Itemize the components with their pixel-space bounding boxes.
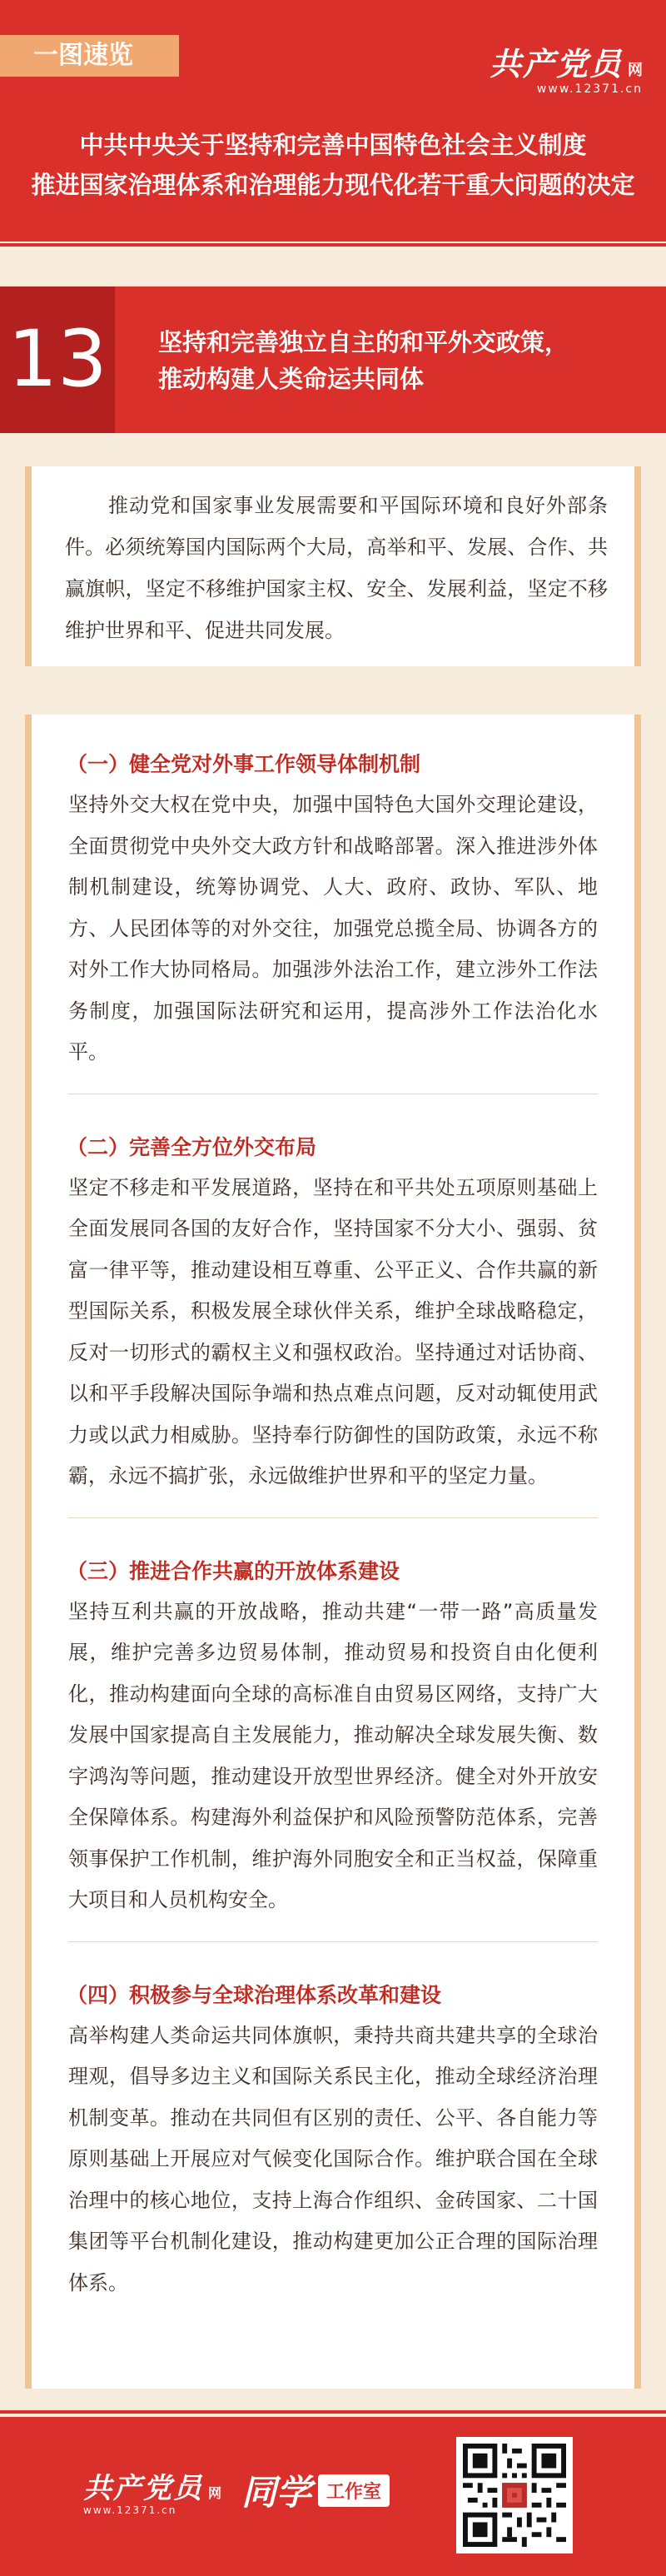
subsection-body: 坚持互利共赢的开放战略，推动共建“一带一路”高质量发展，维护完善多边贸易体制，推动贸易和投资自由化便利化，推动构建面向全球的高标准自由贸易区网络，支持广大发展中国家提高自主发展能力，推动解决全球发展失衡、数字鸿沟等问题，推动建设开放型世界经济。健全对外开放安全保障体系。构建海外利益保护和风险预警防范体系，完善领事保护工作机制，维护海外同胞安全和正当权益，保障重大项目和人员机构安全。 (68, 1599, 598, 1911)
logo-net: 网 (628, 62, 643, 79)
subsection-4 (68, 1979, 598, 2324)
footer-logo-net: 网 (208, 2485, 222, 2501)
site-logo[interactable] (490, 38, 643, 96)
logo-text: 共产党员 (489, 45, 623, 82)
studio-logo[interactable] (241, 2465, 390, 2515)
subsection-body: 高举构建人类命运共同体旗帜，秉持共商共建共享的全球治理观，倡导多边主义和国际关系民主化，推动全球经济治理机制变革。推动在共同但有区别的责任、公平、各自能力等原则基础上开展应对气候变化国际合作。维护联合国在全球治理中的核心地位，支持上海合作组织、金砖国家、二十国集团等平台机制化建设，推动构建更加公正合理的国际治理体系。 (68, 2023, 598, 2294)
subsection-1 (68, 748, 598, 1094)
document-title (0, 125, 666, 205)
intro-text: 推动党和国家事业发展需要和平国际环境和良好外部条件。必须统筹国内国际两个大局，高举和平、发展、合作、共赢旗帜，坚定不移维护国家主权、安全、发展利益，坚定不移维护世界和平、促进共同发展。 (65, 494, 608, 642)
studio-label: 工作室 (318, 2474, 390, 2507)
footer-logo[interactable] (83, 2465, 221, 2516)
title-line-2: 推进国家治理体系和治理能力现代化若干重大问题的决定 (31, 171, 635, 199)
header (0, 0, 666, 242)
overview-tag: 一图速览 (0, 35, 179, 77)
footer-logo-text: 共产党员 (83, 2472, 203, 2505)
intro-card (25, 466, 641, 666)
subsection-heading: （三）推进合作共赢的开放体系建设 (67, 1558, 400, 1583)
section-number: 13 (0, 286, 115, 433)
subsection-body: 坚定不移走和平发展道路，坚持在和平共处五项原则基础上全面发展同各国的友好合作，坚持国家不分大小、强弱、贫富一律平等，推动建设相互尊重、公平正义、合作共赢的新型国际关系，积极发展全球伙伴关系，维护全球战略稳定，反对一切形式的霸权主义和强权政治。坚持通过对话协商、以和平手段解决国际争端和热点难点问题，反对动辄使用武力或以武力相威胁。坚持奉行防御性的国防政策，永远不称霸，永远不搞扩张，永远做维护世界和平的坚定力量。 (68, 1175, 598, 1487)
subsection-heading: （四）积极参与全球治理体系改革和建设 (67, 1982, 442, 2007)
section-title-line-2: 推动构建人类命运共同体 (158, 365, 425, 393)
subsection-2 (68, 1131, 598, 1518)
footer (0, 2417, 666, 2576)
section-banner (0, 286, 666, 433)
content-card (25, 715, 641, 2389)
section-title (158, 324, 569, 397)
subsection-body: 坚持外交大权在党中央，加强中国特色大国外交理论建设，全面贯彻党中央外交大政方针和战略部署。深入推进涉外体制机制建设，统筹协调党、人大、政府、政协、军队、地方、人民团体等的对外交往，加强党总揽全局、协调各方的对外工作大协同格局。加强涉外法治工作，建立涉外工作法务制度，加强国际法研究和运用，提高涉外工作法治化水平。 (68, 793, 598, 1064)
logo-url: www.12371.cn (536, 82, 643, 96)
qr-code-graphic (463, 2444, 566, 2547)
subsection-heading: （二）完善全方位外交布局 (67, 1134, 317, 1159)
studio-name: 同学 (241, 2472, 312, 2513)
section-title-line-1: 坚持和完善独立自主的和平外交政策， (158, 328, 569, 356)
subsection-heading: （一）健全党对外事工作领导体制机制 (67, 752, 421, 776)
title-line-1: 中共中央关于坚持和完善中国特色社会主义制度 (79, 131, 587, 159)
header-divider (0, 243, 666, 247)
footer-logo-url: www.12371.cn (83, 2504, 177, 2516)
qr-code-icon[interactable] (456, 2437, 573, 2554)
subsection-3 (68, 1555, 598, 1942)
